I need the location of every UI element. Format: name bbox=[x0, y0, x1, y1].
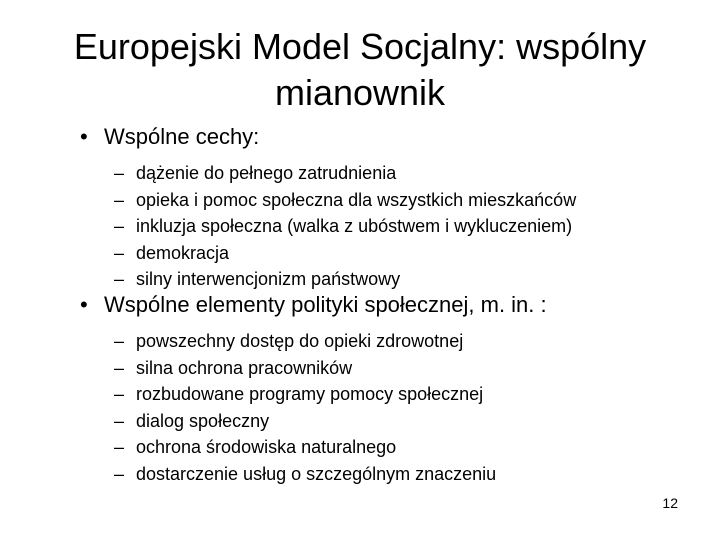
list-item bbox=[0, 434, 720, 461]
list-item-text: dialog społeczny bbox=[136, 410, 270, 431]
dash-icon: – bbox=[114, 357, 125, 378]
dash-icon: – bbox=[114, 331, 125, 351]
list-item-text: dążenie do pełnego zatrudnienia bbox=[136, 163, 397, 183]
section-heading: Wspólne elementy polityki społecznej, m. in. : bbox=[104, 292, 547, 317]
dash-icon: – bbox=[114, 437, 125, 457]
list-item bbox=[0, 266, 720, 293]
list-item bbox=[0, 213, 720, 240]
dash-icon: – bbox=[114, 163, 125, 183]
list-item bbox=[0, 160, 720, 187]
dash-icon: – bbox=[114, 216, 125, 236]
bullet-icon: • bbox=[80, 124, 88, 149]
dash-icon: – bbox=[114, 463, 125, 484]
list-item-text: rozbudowane programy pomocy społecznej bbox=[136, 384, 484, 404]
dash-icon: – bbox=[114, 410, 125, 431]
list-item-text: silny interwencjonizm państwowy bbox=[136, 269, 401, 289]
section-heading-row bbox=[0, 122, 720, 152]
list-item bbox=[0, 381, 720, 408]
section-common-features bbox=[0, 122, 720, 293]
dash-icon: – bbox=[114, 269, 125, 289]
section-heading-row bbox=[0, 290, 720, 320]
list-item-text: demokracja bbox=[136, 242, 230, 263]
sub-list bbox=[0, 160, 720, 293]
section-heading: Wspólne cechy: bbox=[104, 124, 260, 149]
list-item bbox=[0, 461, 720, 488]
section-social-policy bbox=[0, 290, 720, 487]
list-item bbox=[0, 355, 720, 382]
list-item bbox=[0, 328, 720, 355]
list-item bbox=[0, 408, 720, 435]
list-item-text: silna ochrona pracowników bbox=[136, 357, 353, 378]
slide-title: Europejski Model Socjalny: wspólny mianownik bbox=[73, 26, 647, 113]
sub-list bbox=[0, 328, 720, 487]
page-number: 12 bbox=[662, 495, 678, 511]
dash-icon: – bbox=[114, 242, 125, 263]
list-item bbox=[0, 187, 720, 214]
list-item bbox=[0, 240, 720, 267]
list-item-text: dostarczenie usług o szczególnym znaczeniu bbox=[136, 463, 497, 484]
list-item-text: ochrona środowiska naturalnego bbox=[136, 437, 397, 457]
list-item-text: powszechny dostęp do opieki zdrowotnej bbox=[136, 331, 464, 351]
dash-icon: – bbox=[114, 189, 125, 210]
list-item-text: opieka i pomoc społeczna dla wszystkich mieszkańców bbox=[136, 189, 577, 210]
dash-icon: – bbox=[114, 384, 125, 404]
bullet-icon: • bbox=[80, 292, 88, 317]
list-item-text: inkluzja społeczna (walka z ubóstwem i wykluczeniem) bbox=[136, 216, 573, 236]
